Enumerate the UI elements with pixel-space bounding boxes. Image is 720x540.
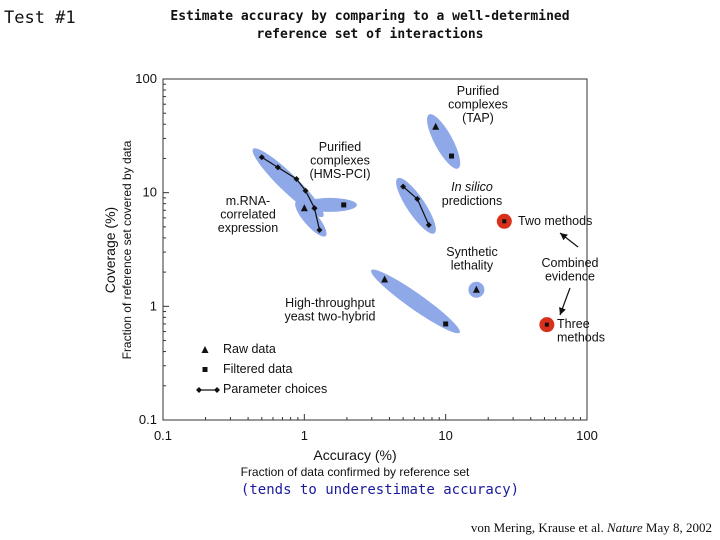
y-axis-subtitle: Fraction of reference set covered by data: [120, 140, 134, 360]
hms-pci-label-line2: complexes: [310, 153, 370, 168]
citation-authors: von Mering, Krause et al.: [470, 520, 608, 535]
arrow-to-two-methods: [560, 233, 578, 247]
legend-chain-point: [196, 387, 202, 393]
citation-date: May 8, 2002: [642, 520, 712, 535]
hms-pci-label-line3: (HMS-PCI): [309, 167, 371, 181]
in-silico-label-line2: predictions: [441, 194, 503, 208]
x-tick-label: 1: [300, 428, 308, 443]
hms-pci-filtered-point: [341, 202, 346, 207]
tap-label-line3: (TAP): [462, 111, 494, 125]
x-axis-title: Accuracy (%): [313, 447, 397, 463]
y-axis-title: Coverage (%): [102, 206, 118, 294]
y-tick-label: 0.1: [138, 412, 157, 427]
slide-title-line1: Estimate accuracy by comparing to a well-determined: [170, 9, 570, 24]
tap-label-line1: Purified: [456, 84, 500, 98]
legend-square-marker: [203, 367, 208, 372]
combined-evidence-label-line2: evidence: [544, 269, 596, 284]
citation-journal: Nature: [607, 520, 643, 535]
two-methods-label: Two methods: [518, 214, 593, 228]
combined-evidence-label-line1: Combined: [541, 256, 599, 270]
y2h-label-line1: High-throughput: [285, 296, 375, 310]
mrna-label-line1: m.RNA-: [225, 194, 271, 208]
hms-pci-label-line1: Purified: [318, 140, 362, 154]
x-tick-label: 100: [576, 428, 598, 443]
synthetic-lethality-label-line2: lethality: [450, 258, 494, 273]
slide-title-line2: reference set of interactions: [256, 27, 484, 42]
y2h-filtered-point: [443, 321, 448, 326]
synthetic-lethality-label-line1: Synthetic: [446, 245, 498, 259]
in-silico-highlight: [390, 173, 442, 238]
x-tick-label: 10: [438, 428, 453, 443]
three-methods-label-line1: Three: [557, 317, 590, 331]
y2h-label-line2: yeast two-hybrid: [284, 309, 376, 324]
y-tick-label: 1: [149, 298, 157, 314]
in-silico-label-line1: In silico: [451, 180, 493, 194]
two-methods-filtered-point: [502, 219, 506, 223]
mrna-label-line3: expression: [217, 221, 279, 235]
test-label: Test #1: [4, 8, 76, 28]
three-methods-label-line2: methods: [557, 330, 605, 345]
y-tick-label: 10: [142, 184, 157, 200]
mrna-label-line2: correlated: [220, 207, 276, 222]
tap-filtered-point: [449, 154, 454, 159]
legend-label-chain: Parameter choices: [223, 382, 328, 396]
citation: [471, 520, 712, 536]
legend-label-square: Filtered data: [223, 362, 293, 376]
legend-label-triangle: Raw data: [223, 342, 276, 356]
legend-chain-point: [214, 387, 220, 393]
three-methods-filtered-point: [545, 323, 549, 327]
y2h-highlight: [367, 264, 465, 339]
underestimate-note: (tends to underestimate accuracy): [240, 482, 520, 498]
legend-triangle-marker: [202, 346, 209, 353]
x-tick-label: 0.1: [153, 428, 173, 443]
tap-highlight: [421, 110, 466, 172]
tap-label-line2: complexes: [448, 97, 508, 112]
x-axis-subtitle: Fraction of data confirmed by reference set: [240, 465, 470, 479]
y-tick-label: 100: [135, 71, 157, 86]
arrow-to-three-methods: [560, 288, 570, 315]
